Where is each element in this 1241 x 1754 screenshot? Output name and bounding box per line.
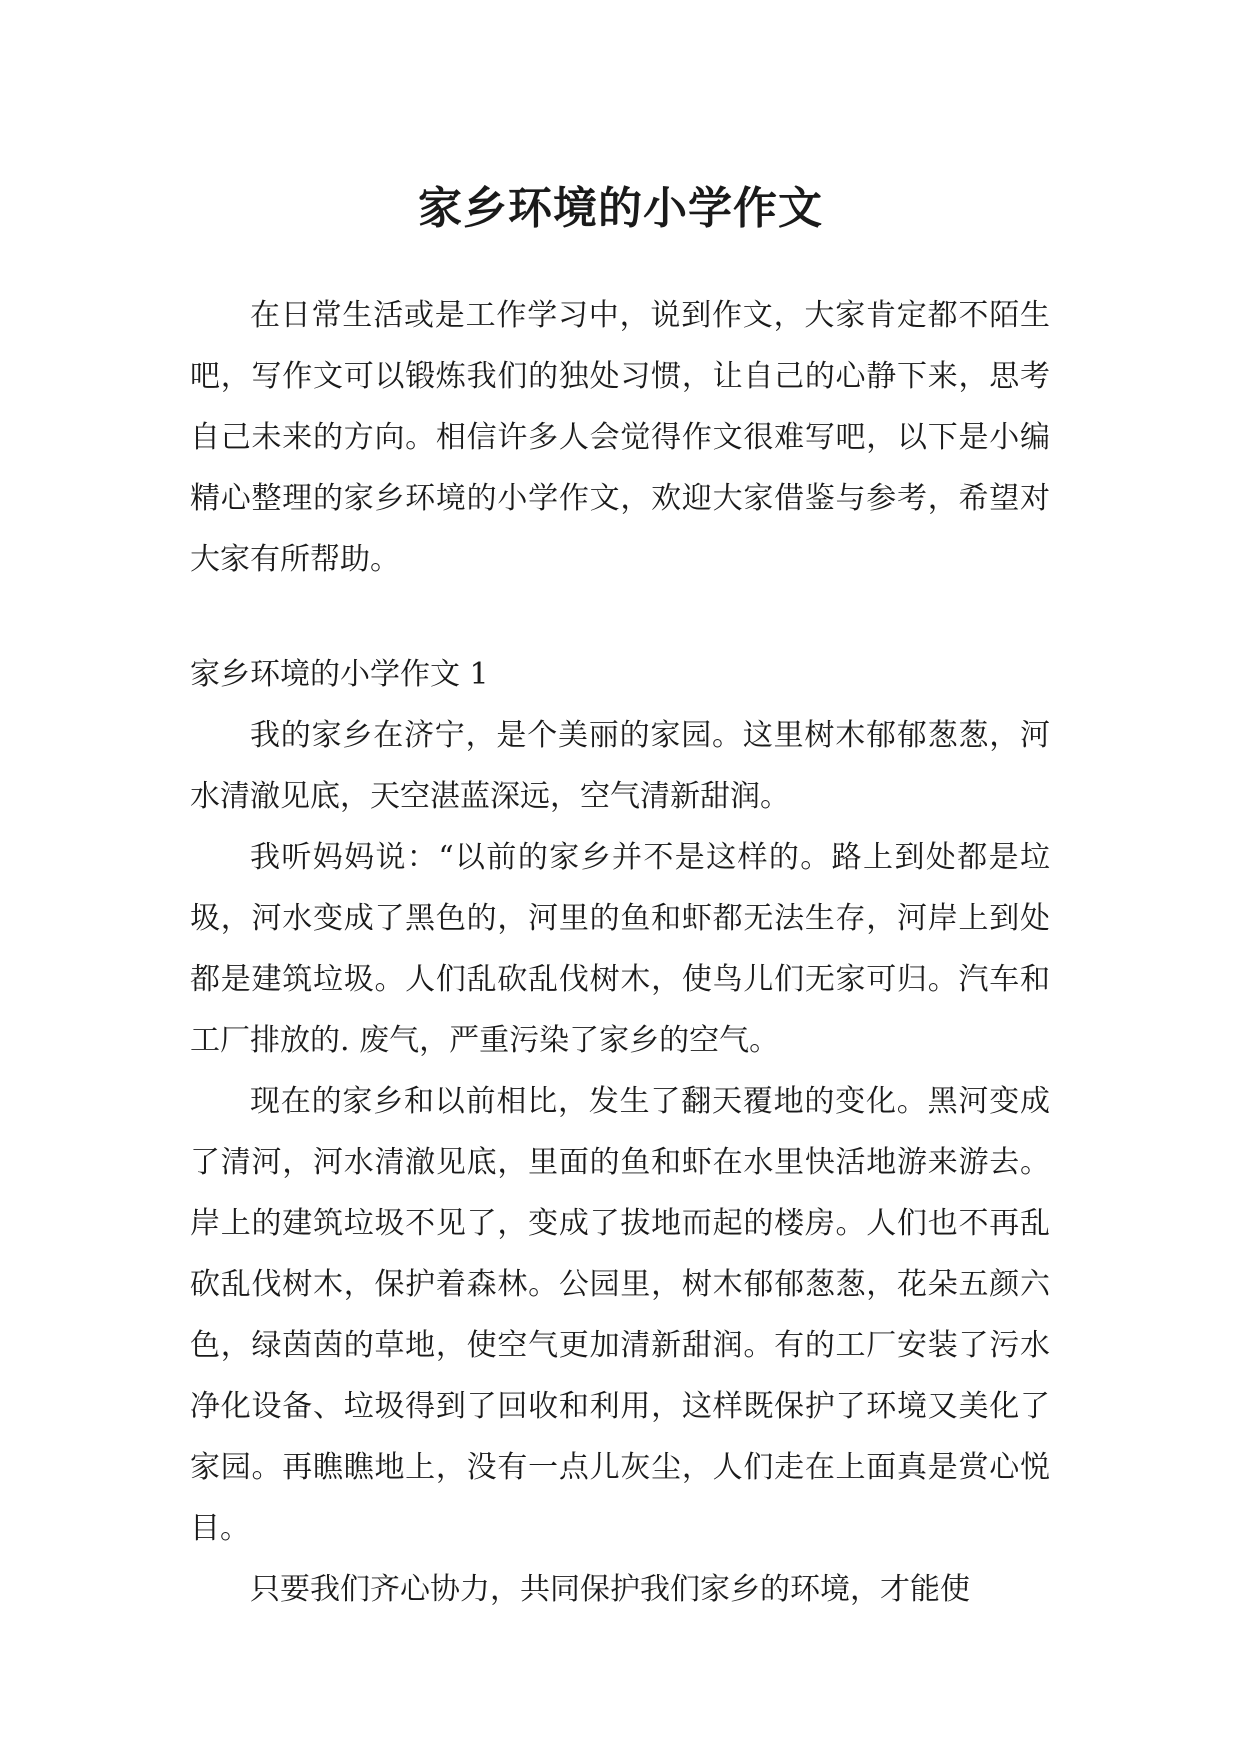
intro-paragraph: 在日常生活或是工作学习中，说到作文，大家肯定都不陌生吧，写作文可以锻炼我们的独处习惯，让自己的心静下来，思考自己未来的方向。相信许多人会觉得作文很难写吧，以下是小编精心整理的家乡环境的小学作文，欢迎大家借鉴与参考，希望对大家有所帮助。 <box>190 298 1050 577</box>
document-title: 家乡环境的小学作文 <box>418 183 823 235</box>
body-paragraph-2: 我听妈妈说：“以前的家乡并不是这样的。路上到处都是垃圾，河水变成了黑色的，河里的鱼和虾都无法生存，河岸上到处都是建筑垃圾。人们乱砍乱伐树木，使鸟儿们无家可归。汽车和工厂排放的. 废气，严重污染了家乡的空气。 <box>190 840 1050 1058</box>
document-body <box>190 285 1050 1620</box>
body-paragraph-3: 现在的家乡和以前相比，发生了翻天覆地的变化。黑河变成了清河，河水清澈见底，里面的鱼和虾在水里快活地游来游去。岸上的建筑垃圾不见了，变成了拔地而起的楼房。人们也不再乱砍乱伐树木，保护着森林。公园里，树木郁郁葱葱，花朵五颜六色，绿茵茵的草地，使空气更加清新甜润。有的工厂安装了污水净化设备、垃圾得到了回收和利用，这样既保护了环境又美化了家园。再瞧瞧地上，没有一点儿灰尘，人们走在上面真是赏心悦目。 <box>190 1084 1050 1546</box>
section-heading: 家乡环境的小学作文 1 <box>190 657 489 692</box>
body-paragraph-4: 只要我们齐心协力，共同保护我们家乡的环境，才能使 <box>250 1572 970 1607</box>
body-paragraph-1: 我的家乡在济宁，是个美丽的家园。这里树木郁郁葱葱，河水清澈见底，天空湛蓝深远，空气清新甜润。 <box>190 718 1050 814</box>
